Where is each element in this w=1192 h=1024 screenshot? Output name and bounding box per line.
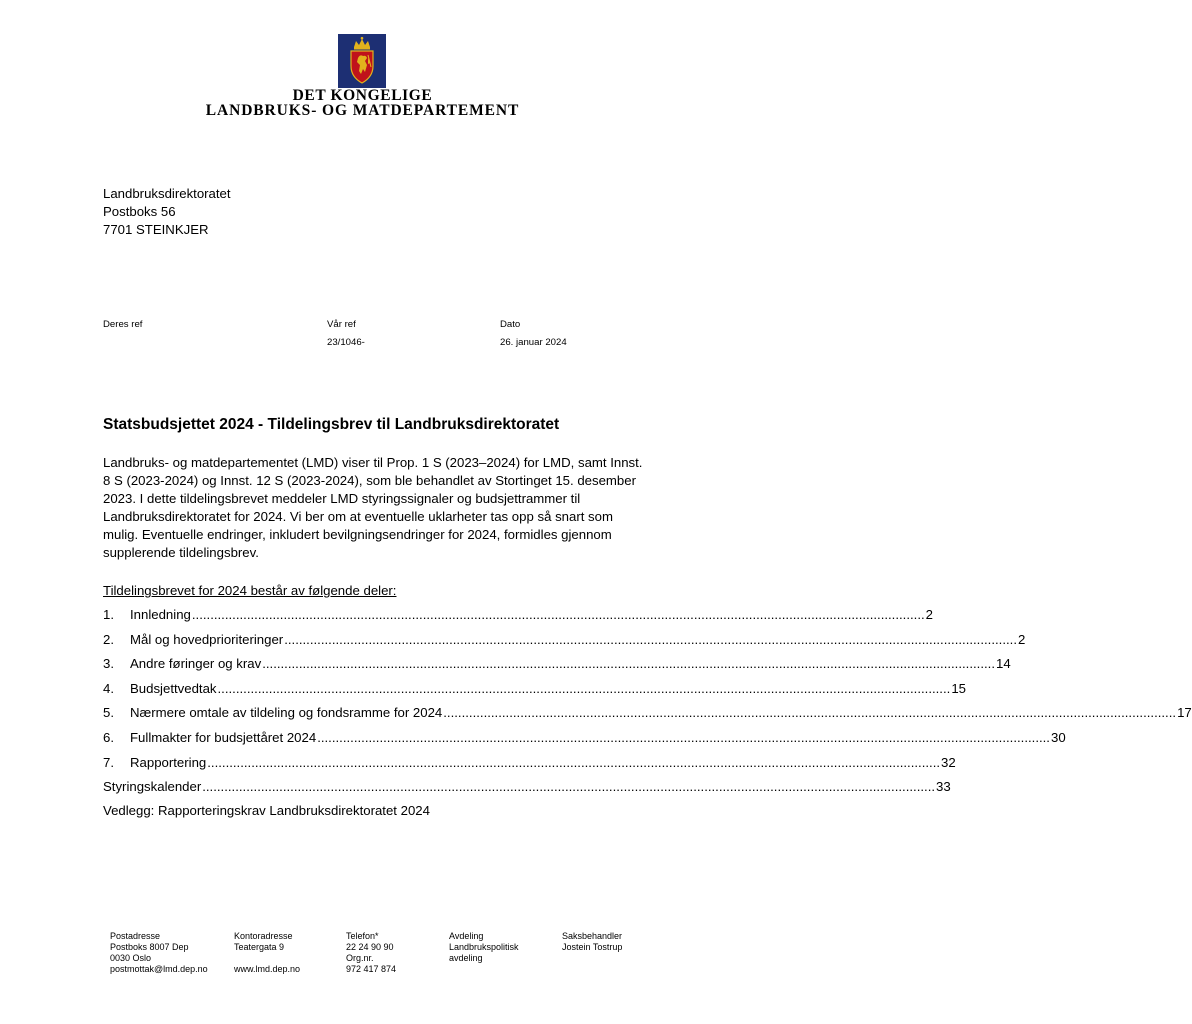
- footer-value: Jostein Tostrup: [562, 942, 623, 952]
- toc-page: 32: [941, 754, 956, 770]
- toc-page: 33: [936, 779, 951, 795]
- footer-value: 972 417 874: [346, 964, 397, 974]
- dato-value: 26. januar 2024: [500, 337, 567, 348]
- toc-entry[interactable]: [103, 704, 1192, 729]
- toc-leader: ........................................................................................................................................................................................................: [443, 705, 1177, 721]
- footer-avdeling: [449, 931, 519, 964]
- attachment-note: Vedlegg: Rapporteringskrav Landbruksdirektoratet 2024: [103, 803, 430, 818]
- intro-paragraph: [103, 454, 663, 562]
- toc-number: 4.: [103, 680, 114, 696]
- footer-value: 0030 Oslo: [110, 953, 152, 963]
- toc-label: Budsjettvedtak: [130, 680, 217, 696]
- toc-number: 6.: [103, 729, 114, 745]
- toc-label: Nærmere omtale av tildeling og fondsramme for 2024: [130, 705, 443, 721]
- footer-value: 22 24 90 90: [346, 942, 394, 952]
- toc-label: Andre føringer og krav: [130, 656, 262, 672]
- toc-leader: ........................................................................................................................................................................................................: [284, 631, 1017, 647]
- footer-value: Landbrukspolitisk: [449, 942, 519, 952]
- toc-number: 5.: [103, 705, 114, 721]
- intro-line: 2023. I dette tildelingsbrevet meddeler LMD styringssignaler og budsjettrammer til: [103, 491, 581, 506]
- footer-postadresse: [110, 931, 208, 975]
- toc-entry[interactable]: [103, 655, 1011, 680]
- toc-page: 2: [925, 607, 934, 622]
- toc-entry[interactable]: [103, 778, 951, 803]
- footer-label: Postadresse: [110, 931, 161, 941]
- toc-heading: Tildelingsbrevet for 2024 består av følgende deler:: [103, 583, 397, 598]
- document-title: Statsbudsjettet 2024 - Tildelingsbrev til Landbruksdirektoratet: [103, 416, 560, 433]
- toc-leader: ........................................................................................................................................................................................................: [191, 607, 925, 622]
- toc-label: Styringskalender: [103, 779, 202, 795]
- toc-number: 3.: [103, 656, 114, 672]
- intro-line: supplerende tildelingsbrev.: [103, 545, 259, 560]
- toc-number: 1.: [103, 607, 114, 622]
- toc-number: 2.: [103, 631, 114, 647]
- footer-value: Teatergata 9: [234, 942, 285, 952]
- intro-line: Landbruksdirektoratet for 2024. Vi ber om at eventuelle uklarheter tas opp så snart som: [103, 509, 613, 524]
- toc-page: 30: [1050, 729, 1066, 745]
- toc-page: 2: [1018, 631, 1026, 647]
- footer-value: Postboks 8007 Dep: [110, 942, 189, 952]
- footer-telefon: [346, 931, 396, 975]
- recipient-name: Landbruksdirektoratet: [103, 186, 231, 201]
- footer-label: Avdeling: [449, 931, 484, 941]
- footer-email-link[interactable]: postmottak@lmd.dep.no: [110, 964, 208, 974]
- footer-label: Kontoradresse: [234, 931, 293, 941]
- var-ref-value: 23/1046-: [327, 337, 365, 348]
- recipient-pobox: Postboks 56: [103, 204, 176, 219]
- toc-page: 17: [1177, 705, 1192, 721]
- intro-line: mulig. Eventuelle endringer, inkludert bevilgningsendringer for 2024, formidles gjennom: [103, 527, 612, 542]
- toc-page: 15: [951, 680, 966, 696]
- toc-leader: ........................................................................................................................................................................................................: [217, 680, 951, 696]
- footer-label: Saksbehandler: [562, 931, 623, 941]
- footer-value: Org.nr.: [346, 953, 374, 963]
- footer-value: [234, 953, 300, 964]
- toc-number: 7.: [103, 754, 114, 770]
- recipient-city: 7701 STEINKJER: [103, 222, 209, 237]
- toc-leader: ........................................................................................................................................................................................................: [202, 779, 936, 795]
- toc-entry[interactable]: [103, 680, 966, 705]
- toc-label: Rapportering: [130, 754, 207, 770]
- recipient-address: [103, 185, 231, 239]
- var-ref-label: Vår ref: [327, 319, 356, 330]
- toc-label: Mål og hovedprioriteringer: [130, 631, 284, 647]
- footer-kontoradresse: [234, 931, 300, 975]
- toc-label: Fullmakter for budsjettåret 2024: [130, 729, 317, 745]
- toc-entry[interactable]: [103, 606, 934, 631]
- footer-value: avdeling: [449, 953, 483, 963]
- toc-entry[interactable]: [103, 754, 956, 779]
- toc-page: 14: [996, 656, 1011, 672]
- royal-coat-of-arms-icon: [338, 34, 386, 88]
- toc-leader: ........................................................................................................................................................................................................: [207, 754, 941, 770]
- deres-ref-label: Deres ref: [103, 319, 143, 330]
- footer-label: Telefon*: [346, 931, 379, 941]
- ministry-name-line2: LANDBRUKS- OG MATDEPARTEMENT: [205, 102, 520, 119]
- toc-entry[interactable]: [103, 631, 1026, 656]
- toc-leader: ........................................................................................................................................................................................................: [262, 656, 995, 672]
- intro-line: Landbruks- og matdepartementet (LMD) viser til Prop. 1 S (2023–2024) for LMD, samt Innst.: [103, 455, 643, 470]
- footer-web-link[interactable]: www.lmd.dep.no: [234, 964, 301, 974]
- footer-saksbehandler: [562, 931, 622, 953]
- intro-line: 8 S (2023-2024) og Innst. 12 S (2023-2024), som ble behandlet av Stortinget 15. desember: [103, 473, 636, 488]
- table-of-contents: [103, 606, 1192, 803]
- toc-leader: ........................................................................................................................................................................................................: [317, 729, 1050, 745]
- toc-label: Innledning: [130, 607, 191, 622]
- ministry-name-line1: DET KONGELIGE: [292, 87, 433, 104]
- toc-entry[interactable]: [103, 729, 1066, 754]
- dato-label: Dato: [500, 319, 521, 330]
